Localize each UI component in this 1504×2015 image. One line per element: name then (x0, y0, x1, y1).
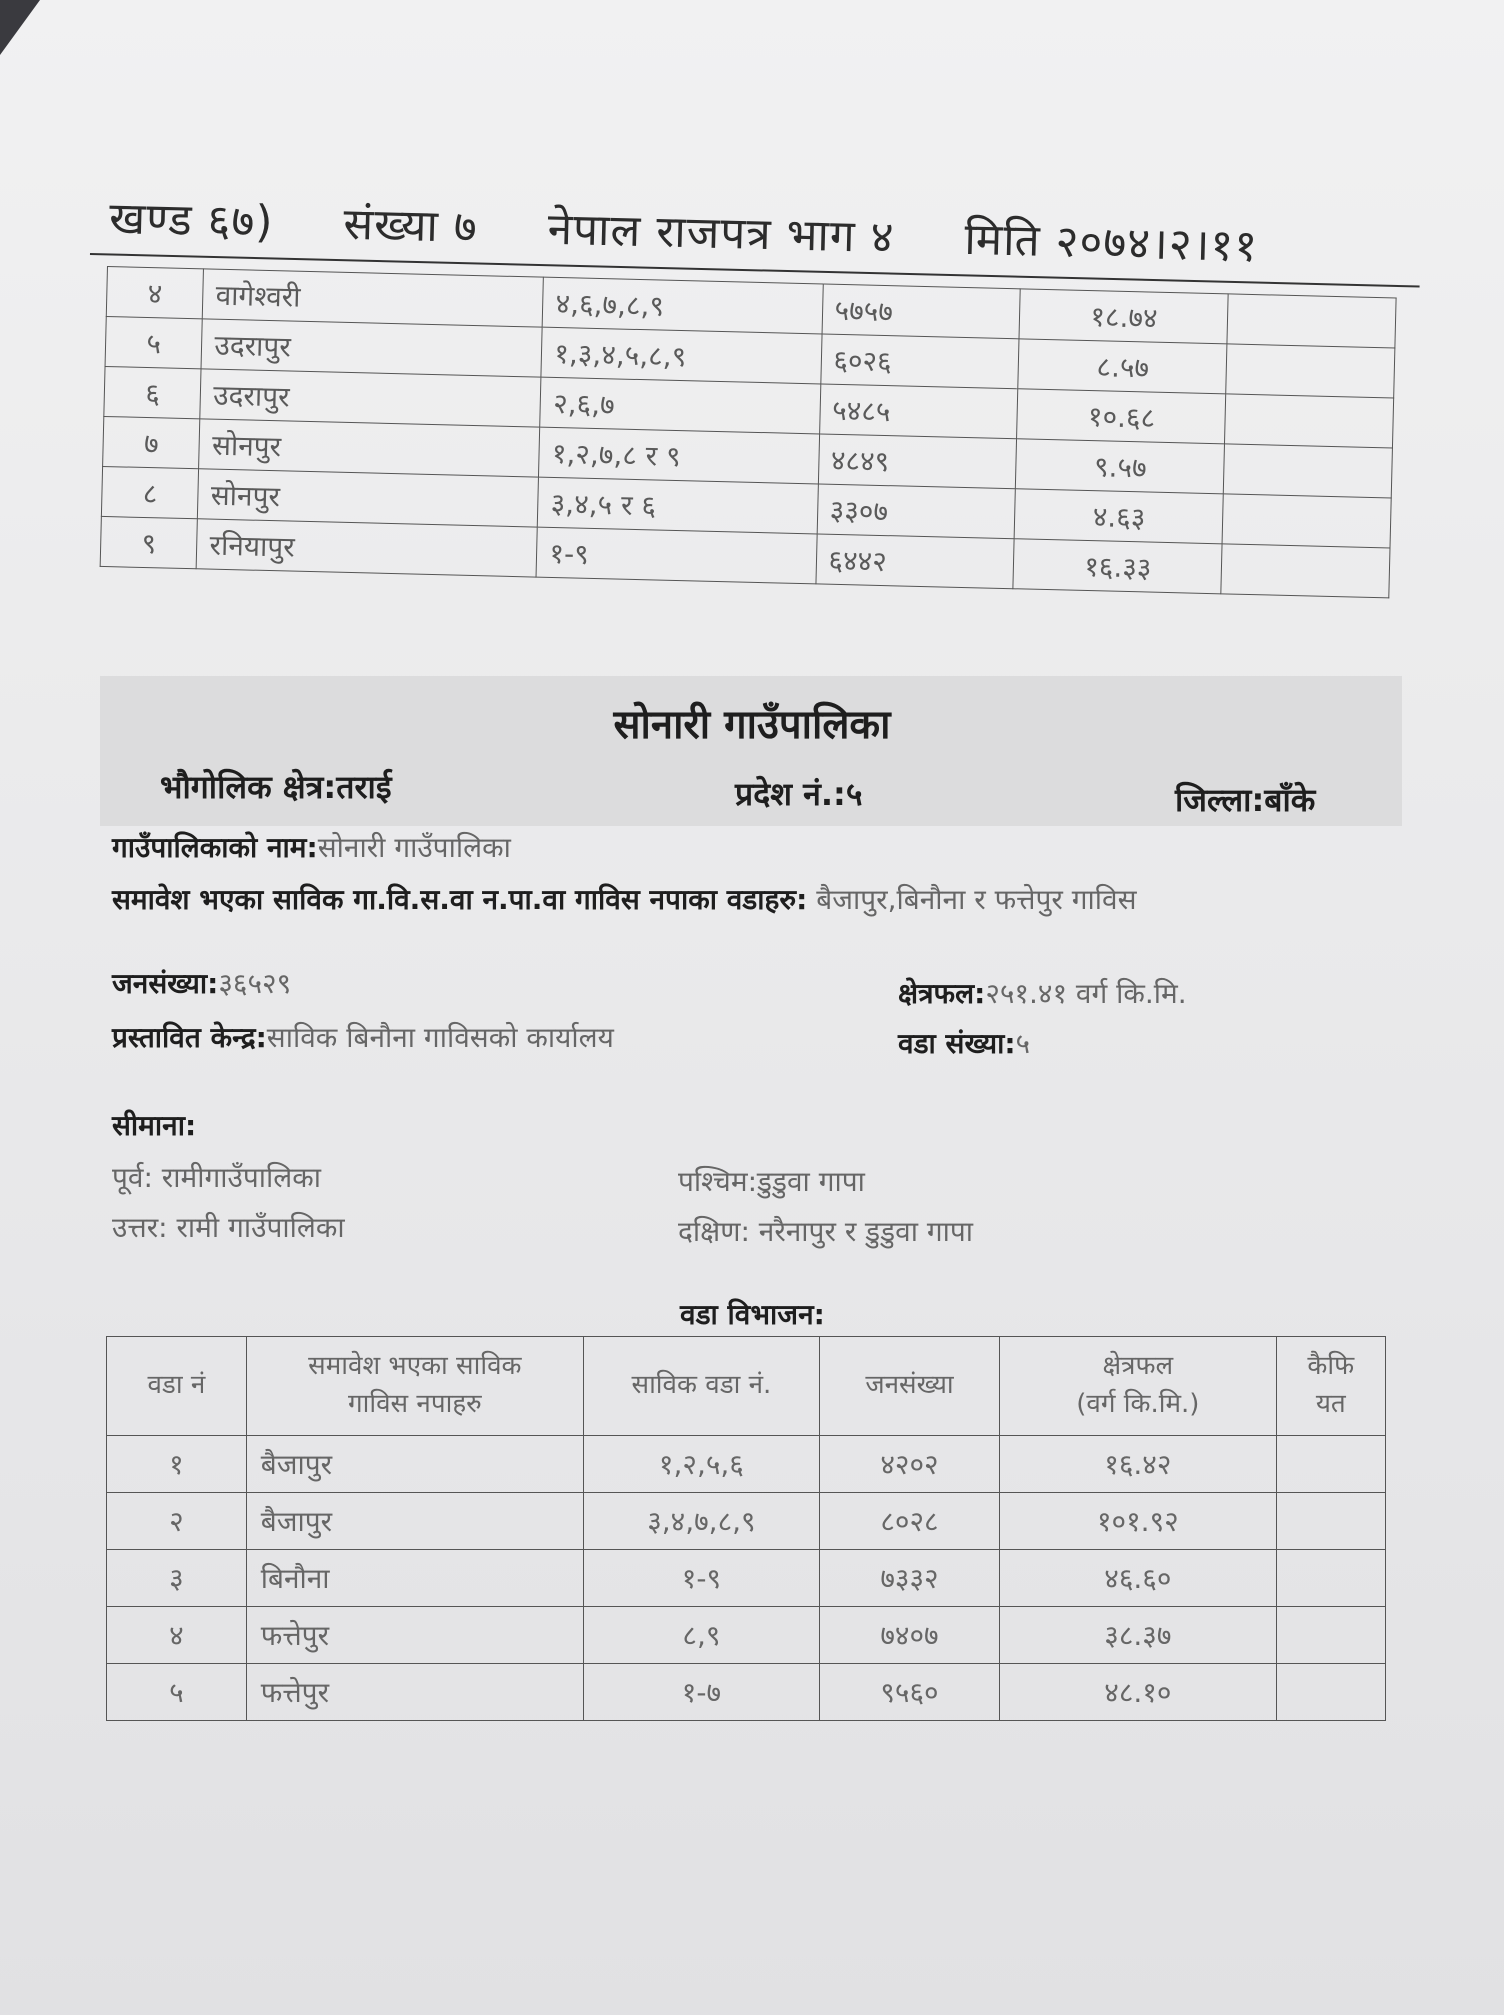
table-cell: १-९ (583, 1550, 819, 1607)
district: जिल्ला:बाँके (1175, 781, 1316, 819)
table-cell: १६.४२ (1000, 1436, 1276, 1493)
table-cell: बैजापुर (246, 1493, 583, 1550)
table-cell: ३३०७ (817, 484, 1016, 539)
table-cell: ३,४,५ र ६ (538, 477, 818, 534)
boundary-south: दक्षिण: नरैनापुर र डुडुवा गापा (678, 1215, 974, 1248)
table-cell: सोनपुर (199, 419, 540, 477)
table-cell (1276, 1664, 1385, 1721)
table-cell: ४२०२ (819, 1436, 999, 1493)
municipality-name: गाउँपालिकाको नाम:सोनारी गाउँपालिका (112, 831, 511, 864)
page-corner-shadow (0, 0, 40, 55)
table-row (107, 1607, 1386, 1664)
table-cell: ५ (105, 316, 203, 368)
table-cell (1226, 344, 1395, 398)
municipality-title: सोनारी गाउँपालिका (613, 702, 891, 748)
table-cell (1224, 444, 1393, 498)
table-row (107, 1493, 1386, 1550)
table-cell: ५४८५ (819, 384, 1018, 439)
table-cell: ८.५७ (1018, 339, 1227, 394)
boundary-east: पूर्व: रामीगाउँपालिका (112, 1161, 322, 1194)
table-cell: ५७५७ (822, 284, 1021, 339)
table-cell (1227, 294, 1396, 348)
gazette-header (109, 186, 1420, 278)
table-cell: २,६,७ (540, 377, 820, 434)
table-cell: १८.७४ (1019, 289, 1228, 344)
table-cell: २ (107, 1493, 247, 1550)
table-cell: बिनौना (246, 1550, 583, 1607)
table-cell: १०१.९२ (1000, 1493, 1276, 1550)
table-cell (1276, 1607, 1385, 1664)
table-cell: ७ (103, 416, 201, 468)
col-remarks: कैफि यत (1276, 1337, 1385, 1436)
table-row (107, 1436, 1386, 1493)
boundary-west: पश्चिम:डुडुवा गापा (678, 1165, 865, 1198)
table-cell: १,२,७,८ र ९ (539, 427, 819, 484)
ward-count: वडा संख्या:५ (898, 1027, 1031, 1060)
table-cell: ४,६,७,८,९ (543, 277, 823, 334)
table-cell: ३,४,७,८,९ (583, 1493, 819, 1550)
table-cell: ६४४२ (815, 534, 1014, 589)
table-cell: ९.५७ (1016, 439, 1225, 494)
table-cell: ८ (101, 466, 199, 518)
table-cell: ३ (107, 1550, 247, 1607)
table-cell: ५ (107, 1664, 247, 1721)
col-population: जनसंख्या (819, 1337, 999, 1436)
header-gazette: नेपाल राजपत्र भाग ४ (547, 203, 896, 264)
table-cell: ८०२८ (819, 1493, 999, 1550)
table-cell: ४८४९ (818, 434, 1017, 489)
table-cell: ७३३२ (819, 1550, 999, 1607)
table-cell (1276, 1436, 1385, 1493)
col-area: क्षेत्रफल (वर्ग कि.मि.) (1000, 1337, 1276, 1436)
table-cell (1276, 1493, 1385, 1550)
table-cell: १,३,४,५,८,९ (541, 327, 821, 384)
table-cell: ६ (104, 366, 202, 418)
ward-division-table (106, 1336, 1386, 1721)
previous-municipality-table (100, 266, 1397, 598)
table-cell: बैजापुर (246, 1436, 583, 1493)
table-cell: १६.३३ (1013, 539, 1222, 594)
table-cell: ४ (107, 1607, 247, 1664)
table-cell: ७४०७ (819, 1607, 999, 1664)
col-old-ward: साविक वडा नं. (583, 1337, 819, 1436)
table-cell: फत्तेपुर (246, 1607, 583, 1664)
table-cell (1225, 394, 1394, 448)
proposed-center: प्रस्तावित केन्द्र:साविक बिनौना गाविसको कार्यालय (112, 1021, 614, 1054)
table-cell: वागेश्वरी (203, 269, 544, 327)
table-row (107, 1664, 1386, 1721)
table-cell: सोनपुर (198, 469, 539, 527)
boundary-heading: सीमाना: (112, 1109, 197, 1142)
geo-region: भौगोलिक क्षेत्र:तराई (160, 768, 392, 806)
table-cell: ९५६० (819, 1664, 999, 1721)
ward-division-heading: वडा विभाजन: (680, 1298, 825, 1331)
table-cell: ४६.६० (1000, 1550, 1276, 1607)
table-cell: उदरापुर (201, 319, 542, 377)
table-cell: १ (107, 1436, 247, 1493)
table-cell: ४.६३ (1015, 489, 1224, 544)
boundary-north: उत्तर: रामी गाउँपालिका (112, 1211, 345, 1244)
header-sankhya: संख्या ७ (342, 198, 479, 253)
table-cell: १-९ (536, 527, 816, 584)
header-khand: खण्ड ६७) (108, 192, 275, 248)
table-cell (1223, 494, 1392, 548)
table-cell (1276, 1550, 1385, 1607)
table-cell (1221, 544, 1390, 598)
table-cell: १,२,५,६ (583, 1436, 819, 1493)
area: क्षेत्रफल:२५१.४१ वर्ग कि.मि. (898, 977, 1187, 1010)
table-cell: १०.६८ (1017, 389, 1226, 444)
province: प्रदेश नं.:५ (735, 775, 863, 813)
table-cell: ९ (100, 516, 198, 568)
table-cell: ४ (106, 267, 204, 319)
table-cell: ६०२६ (820, 334, 1019, 389)
header-date: मिति २०७४।२।११ (963, 213, 1259, 273)
table-cell: रनियापुर (197, 519, 538, 577)
col-ward: वडा नं (107, 1337, 247, 1436)
merged-vdcs: समावेश भएका साविक गा.वि.स.वा न.पा.वा गाविस नपाका वडाहरु: बैजापुर,बिनौना र फत्तेपुर गाविस (112, 883, 1137, 916)
population: जनसंख्या:३६५२९ (112, 967, 292, 1000)
table-cell: १-७ (583, 1664, 819, 1721)
table-cell: फत्तेपुर (246, 1664, 583, 1721)
table-cell: उदरापुर (200, 369, 541, 427)
table-cell: ८,९ (583, 1607, 819, 1664)
table-cell: ४८.१० (1000, 1664, 1276, 1721)
col-merged: समावेश भएका साविक गाविस नपाहरु (246, 1337, 583, 1436)
table-cell: ३८.३७ (1000, 1607, 1276, 1664)
table-row (107, 1550, 1386, 1607)
